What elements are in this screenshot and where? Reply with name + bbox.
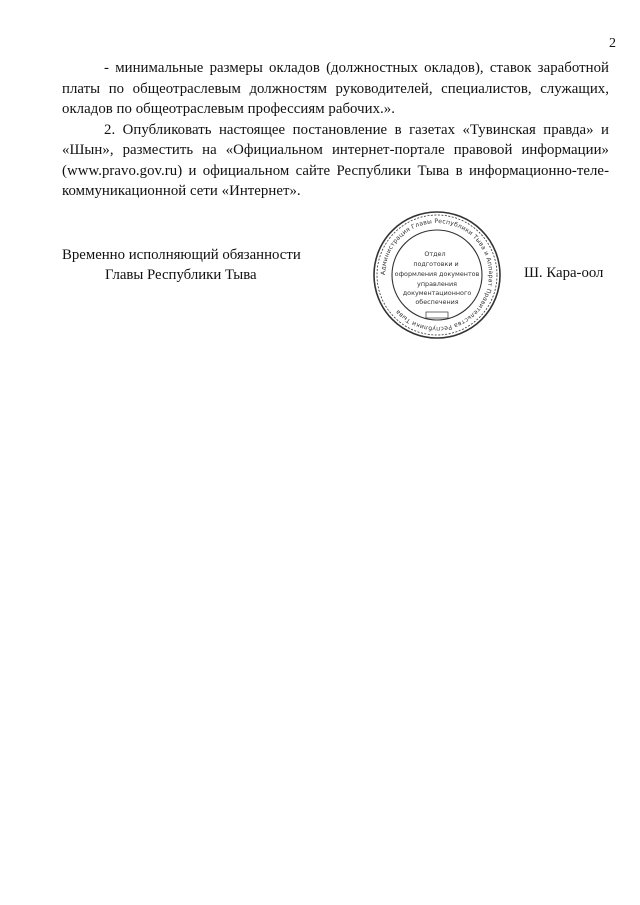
seal-center-line: оформления документов [394,270,480,278]
signature-position [62,245,301,285]
paragraph-publication: 2. Опубликовать настоящее постановление в газетах «Тувинская правда» и «Шын», разместить на «Официальном интернет-портале правовой информации» (www.pravo.gov.ru) и официальном сайте Республики Тыва в информационно-телекоммуникационной сети «Интернет». [62,121,609,199]
official-seal [372,210,502,340]
page-number: 2 [609,36,616,51]
seal-center-text [395,250,480,306]
signature-position-line2: Главы Республики Тыва [105,267,257,283]
seal-graphic [372,210,502,340]
seal-center-line: управления [417,280,457,288]
signature-name: Ш. Кара-оол [524,265,604,281]
seal-center-line: обеспечения [415,298,459,306]
paragraph-salary-list: - минимальные размеры окладов (должностных окладов), ставок заработной платы по общеотраслевым должностям руководителей, специалистов, служащих, окладов по общеотраслевым профессиям рабочих.». [62,60,609,117]
document-body [62,58,609,202]
seal-ring-text: Администрация Главы Республики Тыва и Аппарат Правительства Республики Тыва [379,217,495,333]
seal-center-line: документационного [402,289,472,297]
seal-center-line: подготовки и [413,260,459,268]
signature-position-line1: Временно исполняющий обязанности [62,247,301,263]
seal-ornament [426,312,448,318]
seal-center-line: Отдел [424,250,446,258]
